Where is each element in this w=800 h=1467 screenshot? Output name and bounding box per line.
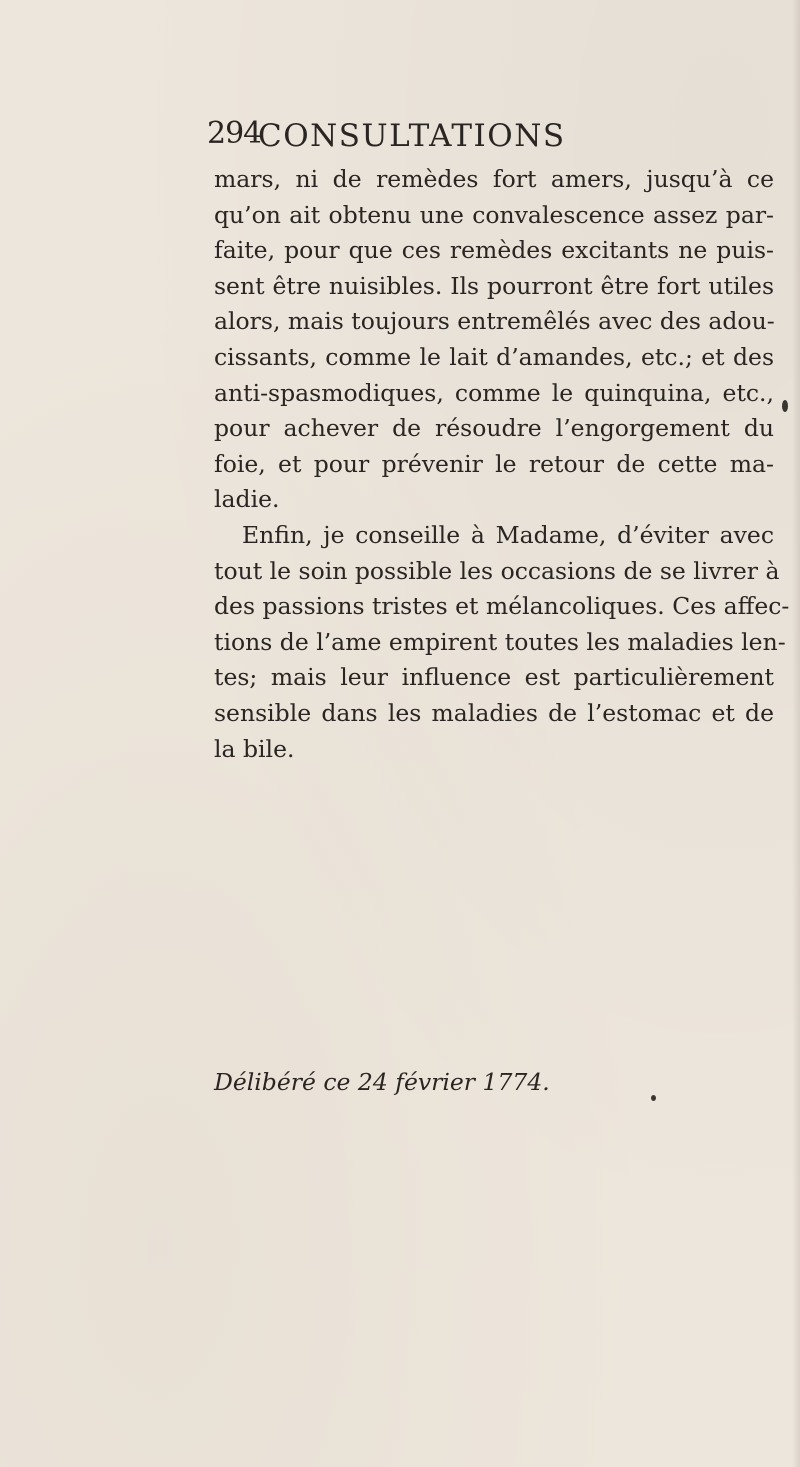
text-line: qu’on ait obtenu une convalescence assez par- xyxy=(214,200,774,229)
signoff-date: Délibéré ce 24 février 1774. xyxy=(214,1068,550,1096)
body-text xyxy=(214,162,790,767)
text-line: sensible dans les maladies de l’estomac et de xyxy=(214,698,774,727)
text-line: foie, et pour prévenir le retour de cette ma- xyxy=(214,449,774,478)
text-line: tes; mais leur influence est particulièrement xyxy=(214,663,774,692)
text-line: la bile. xyxy=(214,734,295,763)
text-line: anti-spasmodiques, comme le quinquina, etc., xyxy=(214,378,774,407)
text-line: ladie. xyxy=(214,485,280,514)
text-line: tout le soin possible les occasions de se livrer à xyxy=(214,556,780,585)
paragraph-start-line: Enfin, je conseille à Madame, d’éviter avec xyxy=(242,520,774,549)
ink-speck xyxy=(782,400,788,412)
text-line: des passions tristes et mélancoliques. Ces affec- xyxy=(214,592,790,621)
text-line: pour achever de résoudre l’engorgement du xyxy=(214,414,774,443)
ink-speck xyxy=(651,1095,656,1101)
text-line: tions de l’ame empirent toutes les maladies len- xyxy=(214,627,786,656)
text-line: mars, ni de remèdes fort amers, jusqu’à ce xyxy=(214,165,774,193)
running-title: CONSULTATIONS xyxy=(258,118,566,154)
text-line: cissants, comme le lait d’amandes, etc.; et des xyxy=(214,342,774,371)
page-edge-shadow xyxy=(792,0,800,1467)
page-header xyxy=(0,116,800,156)
text-line: faite, pour que ces remèdes excitants ne puis- xyxy=(214,236,774,265)
text-line: sent être nuisibles. Ils pourront être fort utiles xyxy=(214,271,774,300)
text-line: alors, mais toujours entremêlés avec des adou- xyxy=(214,307,775,336)
page-number: 294 xyxy=(207,116,262,151)
